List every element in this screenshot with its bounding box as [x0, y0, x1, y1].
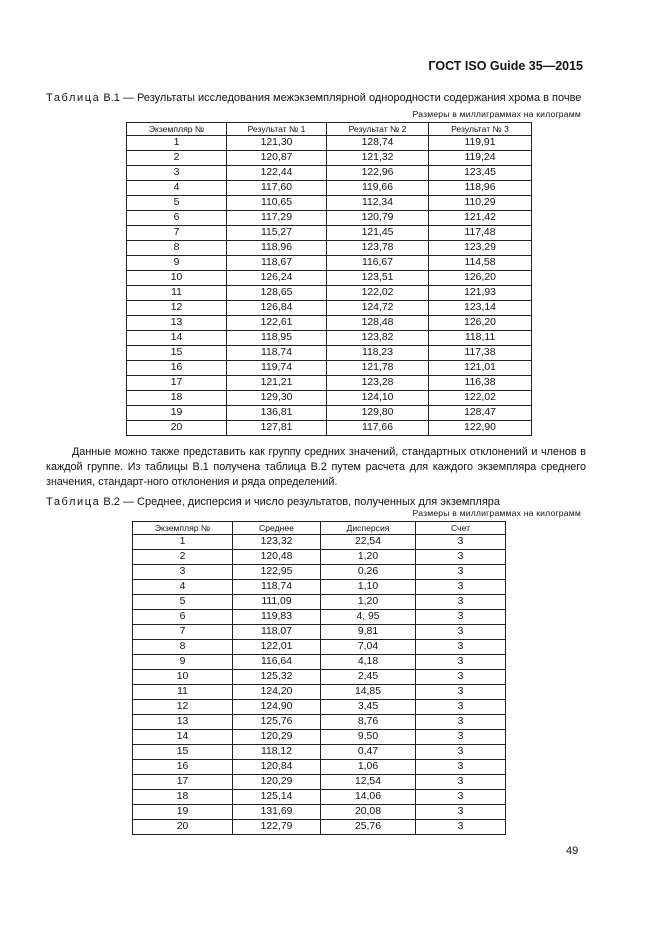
table-cell: 131,69 [233, 805, 321, 820]
table-cell: 127,81 [227, 421, 327, 436]
table-cell: 128,65 [227, 286, 327, 301]
table-cell: 3 [416, 535, 506, 550]
table-row [127, 346, 532, 361]
table-cell: 126,84 [227, 301, 327, 316]
table-cell: 120,29 [233, 775, 321, 790]
table-cell: 118,74 [233, 580, 321, 595]
body-paragraph-text: Данные можно также представить как группу средних значений, стандартных отклонений и членов в каждой группе. Из таблицы В.1 получена таблица В.2 путем расчета для каждого экземпляра среднего значения, стандарт-ного отклонения и ряда определений. [46, 446, 586, 488]
table-cell: 119,66 [327, 181, 429, 196]
table-cell: 0,47 [321, 745, 416, 760]
table-cell: 16 [133, 760, 233, 775]
table-cell: 123,82 [327, 331, 429, 346]
table-cell: 118,07 [233, 625, 321, 640]
table-cell: 128,74 [327, 136, 429, 151]
table-cell: 3 [416, 790, 506, 805]
table-cell: 114,58 [429, 256, 532, 271]
table-cell: 117,38 [429, 346, 532, 361]
table-cell: 121,78 [327, 361, 429, 376]
table-cell: 124,10 [327, 391, 429, 406]
table-cell: 17 [133, 775, 233, 790]
table-cell: 119,74 [227, 361, 327, 376]
table-cell: 12 [133, 700, 233, 715]
table-cell: 3 [416, 655, 506, 670]
table-cell: 125,76 [233, 715, 321, 730]
table-cell: 122,01 [233, 640, 321, 655]
table-cell: 8 [133, 640, 233, 655]
table-row [127, 226, 532, 241]
table-cell: 126,20 [429, 271, 532, 286]
table-cell: 3 [416, 820, 506, 835]
table-row [127, 286, 532, 301]
table-cell: 118,12 [233, 745, 321, 760]
table-cell: 121,30 [227, 136, 327, 151]
table1-column-header: Результат № 2 [327, 123, 429, 136]
table-row [133, 700, 506, 715]
table-cell: 3 [416, 640, 506, 655]
table-cell: 123,51 [327, 271, 429, 286]
table1-caption-label: Таблица [46, 92, 101, 104]
table-cell: 8 [127, 241, 227, 256]
table-row [133, 730, 506, 745]
table-cell: 18 [127, 391, 227, 406]
table-cell: 22,54 [321, 535, 416, 550]
table-cell: 3 [416, 760, 506, 775]
table-cell: 20 [127, 421, 227, 436]
table-cell: 126,20 [429, 316, 532, 331]
table-cell: 2,45 [321, 670, 416, 685]
table-cell: 3 [416, 730, 506, 745]
table-cell: 3 [416, 580, 506, 595]
table2 [132, 521, 506, 835]
body-paragraph [46, 445, 586, 490]
table-cell: 18 [133, 790, 233, 805]
table-cell: 1,20 [321, 595, 416, 610]
table-cell: 3 [416, 670, 506, 685]
table-cell: 6 [127, 211, 227, 226]
table-cell: 111,09 [233, 595, 321, 610]
table-cell: 116,64 [233, 655, 321, 670]
table-cell: 123,28 [327, 376, 429, 391]
table-cell: 112,34 [327, 196, 429, 211]
table-cell: 119,24 [429, 151, 532, 166]
table-cell: 1,20 [321, 550, 416, 565]
table-cell: 129,30 [227, 391, 327, 406]
table-cell: 120,29 [233, 730, 321, 745]
table-cell: 20,08 [321, 805, 416, 820]
table-cell: 120,84 [233, 760, 321, 775]
table-row [127, 376, 532, 391]
table-cell: 117,29 [227, 211, 327, 226]
table-cell: 14,85 [321, 685, 416, 700]
table-row [133, 640, 506, 655]
table-cell: 4 [127, 181, 227, 196]
table-cell: 1,10 [321, 580, 416, 595]
table2-column-header: Счет [416, 522, 506, 535]
table-cell: 3 [127, 166, 227, 181]
table-cell: 118,96 [227, 241, 327, 256]
table-cell: 10 [133, 670, 233, 685]
table-cell: 122,79 [233, 820, 321, 835]
table-cell: 121,93 [429, 286, 532, 301]
table-cell: 123,78 [327, 241, 429, 256]
table-cell: 124,72 [327, 301, 429, 316]
table-cell: 123,45 [429, 166, 532, 181]
table-cell: 116,38 [429, 376, 532, 391]
table-cell: 3 [416, 715, 506, 730]
table-row [133, 685, 506, 700]
table-cell: 3 [416, 550, 506, 565]
table-row [127, 271, 532, 286]
table-cell: 3 [416, 595, 506, 610]
table-cell: 7 [127, 226, 227, 241]
table-cell: 3,45 [321, 700, 416, 715]
table2-caption [46, 496, 500, 508]
table-cell: 0,26 [321, 565, 416, 580]
table1-column-header: Экземпляр № [127, 123, 227, 136]
table-row [133, 565, 506, 580]
table-cell: 14 [133, 730, 233, 745]
table2-column-header: Дисперсия [321, 522, 416, 535]
table-row [133, 760, 506, 775]
table-cell: 125,14 [233, 790, 321, 805]
table-cell: 13 [127, 316, 227, 331]
table-cell: 12,54 [321, 775, 416, 790]
table-cell: 1 [133, 535, 233, 550]
table2-caption-label: Таблица [46, 496, 101, 508]
table-cell: 5 [127, 196, 227, 211]
table-cell: 118,96 [429, 181, 532, 196]
table-cell: 115,27 [227, 226, 327, 241]
table-row [127, 181, 532, 196]
table-cell: 118,74 [227, 346, 327, 361]
table-cell: 9 [127, 256, 227, 271]
table2-header-row [133, 522, 506, 535]
table-cell: 122,95 [233, 565, 321, 580]
table-row [133, 775, 506, 790]
table-cell: 126,24 [227, 271, 327, 286]
table-cell: 3 [416, 685, 506, 700]
table-cell: 121,45 [327, 226, 429, 241]
table-row [133, 715, 506, 730]
table-cell: 116,67 [327, 256, 429, 271]
table1-column-header: Результат № 1 [227, 123, 327, 136]
table-cell: 4 [133, 580, 233, 595]
table-cell: 25,76 [321, 820, 416, 835]
table-cell: 123,32 [233, 535, 321, 550]
table-cell: 15 [133, 745, 233, 760]
table-cell: 128,48 [327, 316, 429, 331]
table-row [133, 595, 506, 610]
table-cell: 3 [416, 775, 506, 790]
table-row [127, 301, 532, 316]
table-cell: 120,48 [233, 550, 321, 565]
table-row [127, 391, 532, 406]
table-cell: 121,21 [227, 376, 327, 391]
table-cell: 19 [127, 406, 227, 421]
table-cell: 6 [133, 610, 233, 625]
table-cell: 110,65 [227, 196, 327, 211]
table-cell: 121,42 [429, 211, 532, 226]
table-cell: 2 [133, 550, 233, 565]
table-cell: 122,61 [227, 316, 327, 331]
table-row [133, 670, 506, 685]
table-row [127, 406, 532, 421]
table-cell: 17 [127, 376, 227, 391]
page-number: 49 [566, 845, 579, 857]
table-cell: 7,04 [321, 640, 416, 655]
table-cell: 3 [416, 610, 506, 625]
table-cell: 15 [127, 346, 227, 361]
table-row [127, 211, 532, 226]
table-cell: 13 [133, 715, 233, 730]
table-cell: 14 [127, 331, 227, 346]
table-cell: 118,95 [227, 331, 327, 346]
table-cell: 117,60 [227, 181, 327, 196]
table-cell: 16 [127, 361, 227, 376]
table2-body [133, 535, 506, 835]
table-cell: 117,48 [429, 226, 532, 241]
table-row [127, 361, 532, 376]
table-cell: 1 [127, 136, 227, 151]
table-cell: 118,23 [327, 346, 429, 361]
table-cell: 9 [133, 655, 233, 670]
table-cell: 128,47 [429, 406, 532, 421]
document-header: ГОСТ ISO Guide 35—2015 [428, 59, 583, 73]
table-cell: 122,02 [429, 391, 532, 406]
table-cell: 117,66 [327, 421, 429, 436]
table-cell: 3 [416, 700, 506, 715]
table-row [127, 196, 532, 211]
table-cell: 10 [127, 271, 227, 286]
table-row [133, 805, 506, 820]
table-row [133, 745, 506, 760]
table2-column-header: Среднее [233, 522, 321, 535]
table-cell: 2 [127, 151, 227, 166]
table-cell: 4,18 [321, 655, 416, 670]
table-cell: 129,80 [327, 406, 429, 421]
table-cell: 122,44 [227, 166, 327, 181]
table-cell: 110,29 [429, 196, 532, 211]
table-cell: 124,20 [233, 685, 321, 700]
table-cell: 120,87 [227, 151, 327, 166]
table-cell: 3 [416, 745, 506, 760]
table-cell: 120,79 [327, 211, 429, 226]
table-row [133, 625, 506, 640]
table-cell: 119,83 [233, 610, 321, 625]
table-cell: 118,11 [429, 331, 532, 346]
table-cell: 8,76 [321, 715, 416, 730]
table2-caption-text: В.2 — Среднее, дисперсия и число результатов, полученных для экземпляра [100, 496, 501, 508]
table-cell: 122,90 [429, 421, 532, 436]
table-cell: 1,06 [321, 760, 416, 775]
table2-units: Размеры в миллиграммах на килограмм [412, 508, 581, 518]
table-cell: 20 [133, 820, 233, 835]
table-row [127, 166, 532, 181]
table-cell: 3 [416, 805, 506, 820]
table-cell: 119,91 [429, 136, 532, 151]
table-cell: 125,32 [233, 670, 321, 685]
table1-column-header: Результат № 3 [429, 123, 532, 136]
table-row [133, 790, 506, 805]
table-cell: 3 [133, 565, 233, 580]
table-cell: 19 [133, 805, 233, 820]
table-row [127, 256, 532, 271]
table1-units: Размеры в миллиграммах на килограмм [412, 109, 581, 119]
table-row [133, 580, 506, 595]
table-row [133, 820, 506, 835]
table-row [133, 550, 506, 565]
table-row [127, 241, 532, 256]
table1-header-row [127, 123, 532, 136]
table-row [127, 316, 532, 331]
table-cell: 3 [416, 565, 506, 580]
table-cell: 4, 95 [321, 610, 416, 625]
table1-body [127, 136, 532, 436]
table-cell: 122,02 [327, 286, 429, 301]
table-cell: 124,90 [233, 700, 321, 715]
table-cell: 9,50 [321, 730, 416, 745]
table-cell: 123,29 [429, 241, 532, 256]
table-row [133, 610, 506, 625]
table-row [127, 136, 532, 151]
table-row [133, 655, 506, 670]
table1-caption [46, 92, 581, 104]
table-cell: 136,81 [227, 406, 327, 421]
table-cell: 121,32 [327, 151, 429, 166]
table-cell: 122,96 [327, 166, 429, 181]
table2-column-header: Экземпляр № [133, 522, 233, 535]
table-row [127, 151, 532, 166]
table-cell: 123,14 [429, 301, 532, 316]
table-cell: 5 [133, 595, 233, 610]
table1 [126, 122, 532, 436]
table-cell: 3 [416, 625, 506, 640]
table-cell: 121,01 [429, 361, 532, 376]
table-cell: 12 [127, 301, 227, 316]
table-cell: 7 [133, 625, 233, 640]
table-cell: 9,81 [321, 625, 416, 640]
table-cell: 11 [127, 286, 227, 301]
table-row [133, 535, 506, 550]
table-cell: 11 [133, 685, 233, 700]
table-row [127, 331, 532, 346]
table1-caption-text: В.1 — Результаты исследования межэкземплярной однородности содержания хрома в почве [100, 92, 582, 104]
table-row [127, 421, 532, 436]
table-cell: 118,67 [227, 256, 327, 271]
table-cell: 14,06 [321, 790, 416, 805]
